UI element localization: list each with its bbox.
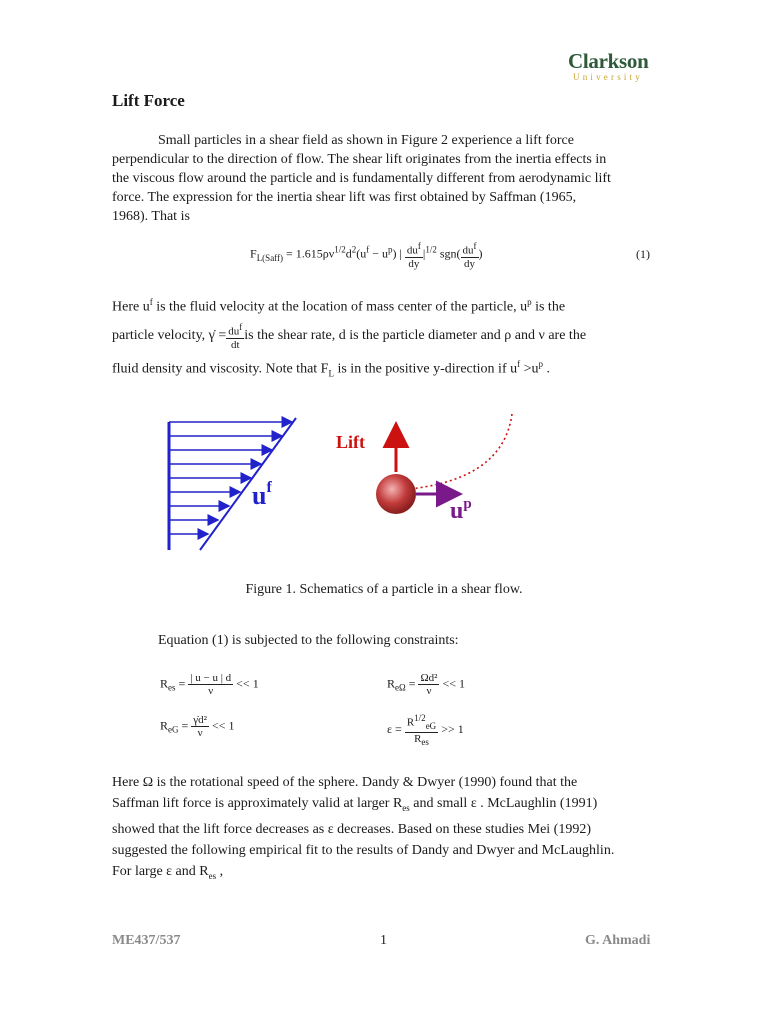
eq1-fraction-2: $\frac{du^f}{dy}$	[462, 241, 477, 270]
equation-1: $F_{L(Saff)} = 1.615\rho\nu^{1/2}d^2(u^f - u^p)$ | $\frac{du^f}{dy}$ $|^{1/2}$ sgn( $\frac{du^f}{dy}$ )	[250, 241, 483, 270]
intro-line-2: perpendicular to the direction of flow. The shear lift originates from the inertia effects in	[112, 152, 607, 167]
uf-label: $u^f$	[252, 479, 272, 510]
clarkson-logo	[568, 50, 652, 80]
epsilon-fraction: $\frac{R^{1/2}_{eG}}{R_{es}}$	[406, 713, 437, 748]
para3-line-1: Here Ω is the rotational speed of the sphere. Dandy & Dwyer (1990) found that the	[112, 775, 578, 790]
eq1-fraction-1: $\frac{du^f}{dy}$	[406, 241, 421, 270]
intro-line-1: Small particles in a shear field as shown in Figure 2 experience a lift force	[158, 133, 574, 148]
intro-line-3: the viscous flow around the particle and is fundamentally different from aerodynamic lift	[112, 171, 611, 186]
reomega-fraction: $\frac{\text{Ωd²}}{\nu}$	[420, 672, 438, 697]
section-title: Lift Force	[112, 91, 185, 110]
para2-line-2: particle velocity, γ̇ = $\frac{du^f}{dt}$ is the shear rate, d is the particle diameter and ρ and ν are the	[112, 322, 587, 351]
footer-course: ME437/537	[112, 933, 181, 948]
constraints-intro: Equation (1) is subjected to the following constraints:	[158, 633, 459, 648]
lift-label: Lift	[336, 432, 365, 452]
para3	[112, 772, 657, 887]
particle	[376, 474, 416, 514]
figure-caption: Figure 1. Schematics of a particle in a shear flow.	[245, 582, 523, 597]
logo-name: Clarkson	[568, 49, 649, 73]
constraint-res: $R_{es}$ = $\frac{| u - u | d}{\nu}$ << 1	[160, 672, 259, 697]
intro-line-4: force. The expression for the inertia shear lift was first obtained by Saffman (1965,	[112, 190, 577, 205]
up-label: $u^p$	[450, 496, 472, 524]
intro-line-5: 1968). That is	[112, 209, 190, 224]
footer-page-number: 1	[380, 933, 387, 948]
shear-rate-fraction: $\frac{du^f}{dt}$	[228, 322, 243, 351]
shear-flow-figure	[160, 410, 520, 560]
particle-trajectory	[400, 414, 512, 490]
equation-1-number: (1)	[636, 247, 650, 261]
res-fraction: $\frac{| u - u | d}{\nu}$	[190, 672, 232, 697]
constraint-reomega: $R_{e\Omega}$ = $\frac{\text{Ωd²}}{\nu}$ << 1	[387, 672, 466, 697]
para3-line-5: For large ε and $R_{es}$ ,	[112, 863, 224, 881]
velocity-profile	[169, 418, 296, 550]
intro-paragraph	[112, 131, 655, 226]
para2-line-3: fluid density and viscosity. Note that $F_L$ is in the positive y-direction if $u^f >u^p$ .	[112, 359, 551, 379]
para3-line-4: suggested the following empirical fit to the results of Dandy and Dwyer and McLaughlin.	[112, 842, 615, 858]
para2-line-1: Here $u^f$ is the fluid velocity at the location of mass center of the particle, $u^p$ is the	[112, 297, 566, 315]
para3-line-2: Saffman lift force is approximately valid at larger $R_{es}$ and small ε . McLaughlin (1991)	[112, 796, 598, 813]
constraint-epsilon: ε = $\frac{R^{1/2}_{eG}}{R_{es}}$ >> 1	[387, 713, 464, 748]
reg-fraction: $\frac{\text{γ̇d²}}{\nu}$	[193, 714, 207, 739]
footer-author: G. Ahmadi	[585, 933, 651, 948]
para3-line-3: showed that the lift force decreases as ε decreases. Based on these studies Mei (1992)	[112, 821, 591, 837]
logo-sub: University	[573, 72, 643, 82]
constraint-reg: $R_{eG}$ = $\frac{\text{γ̇d²}}{\nu}$ << 1	[160, 714, 235, 739]
